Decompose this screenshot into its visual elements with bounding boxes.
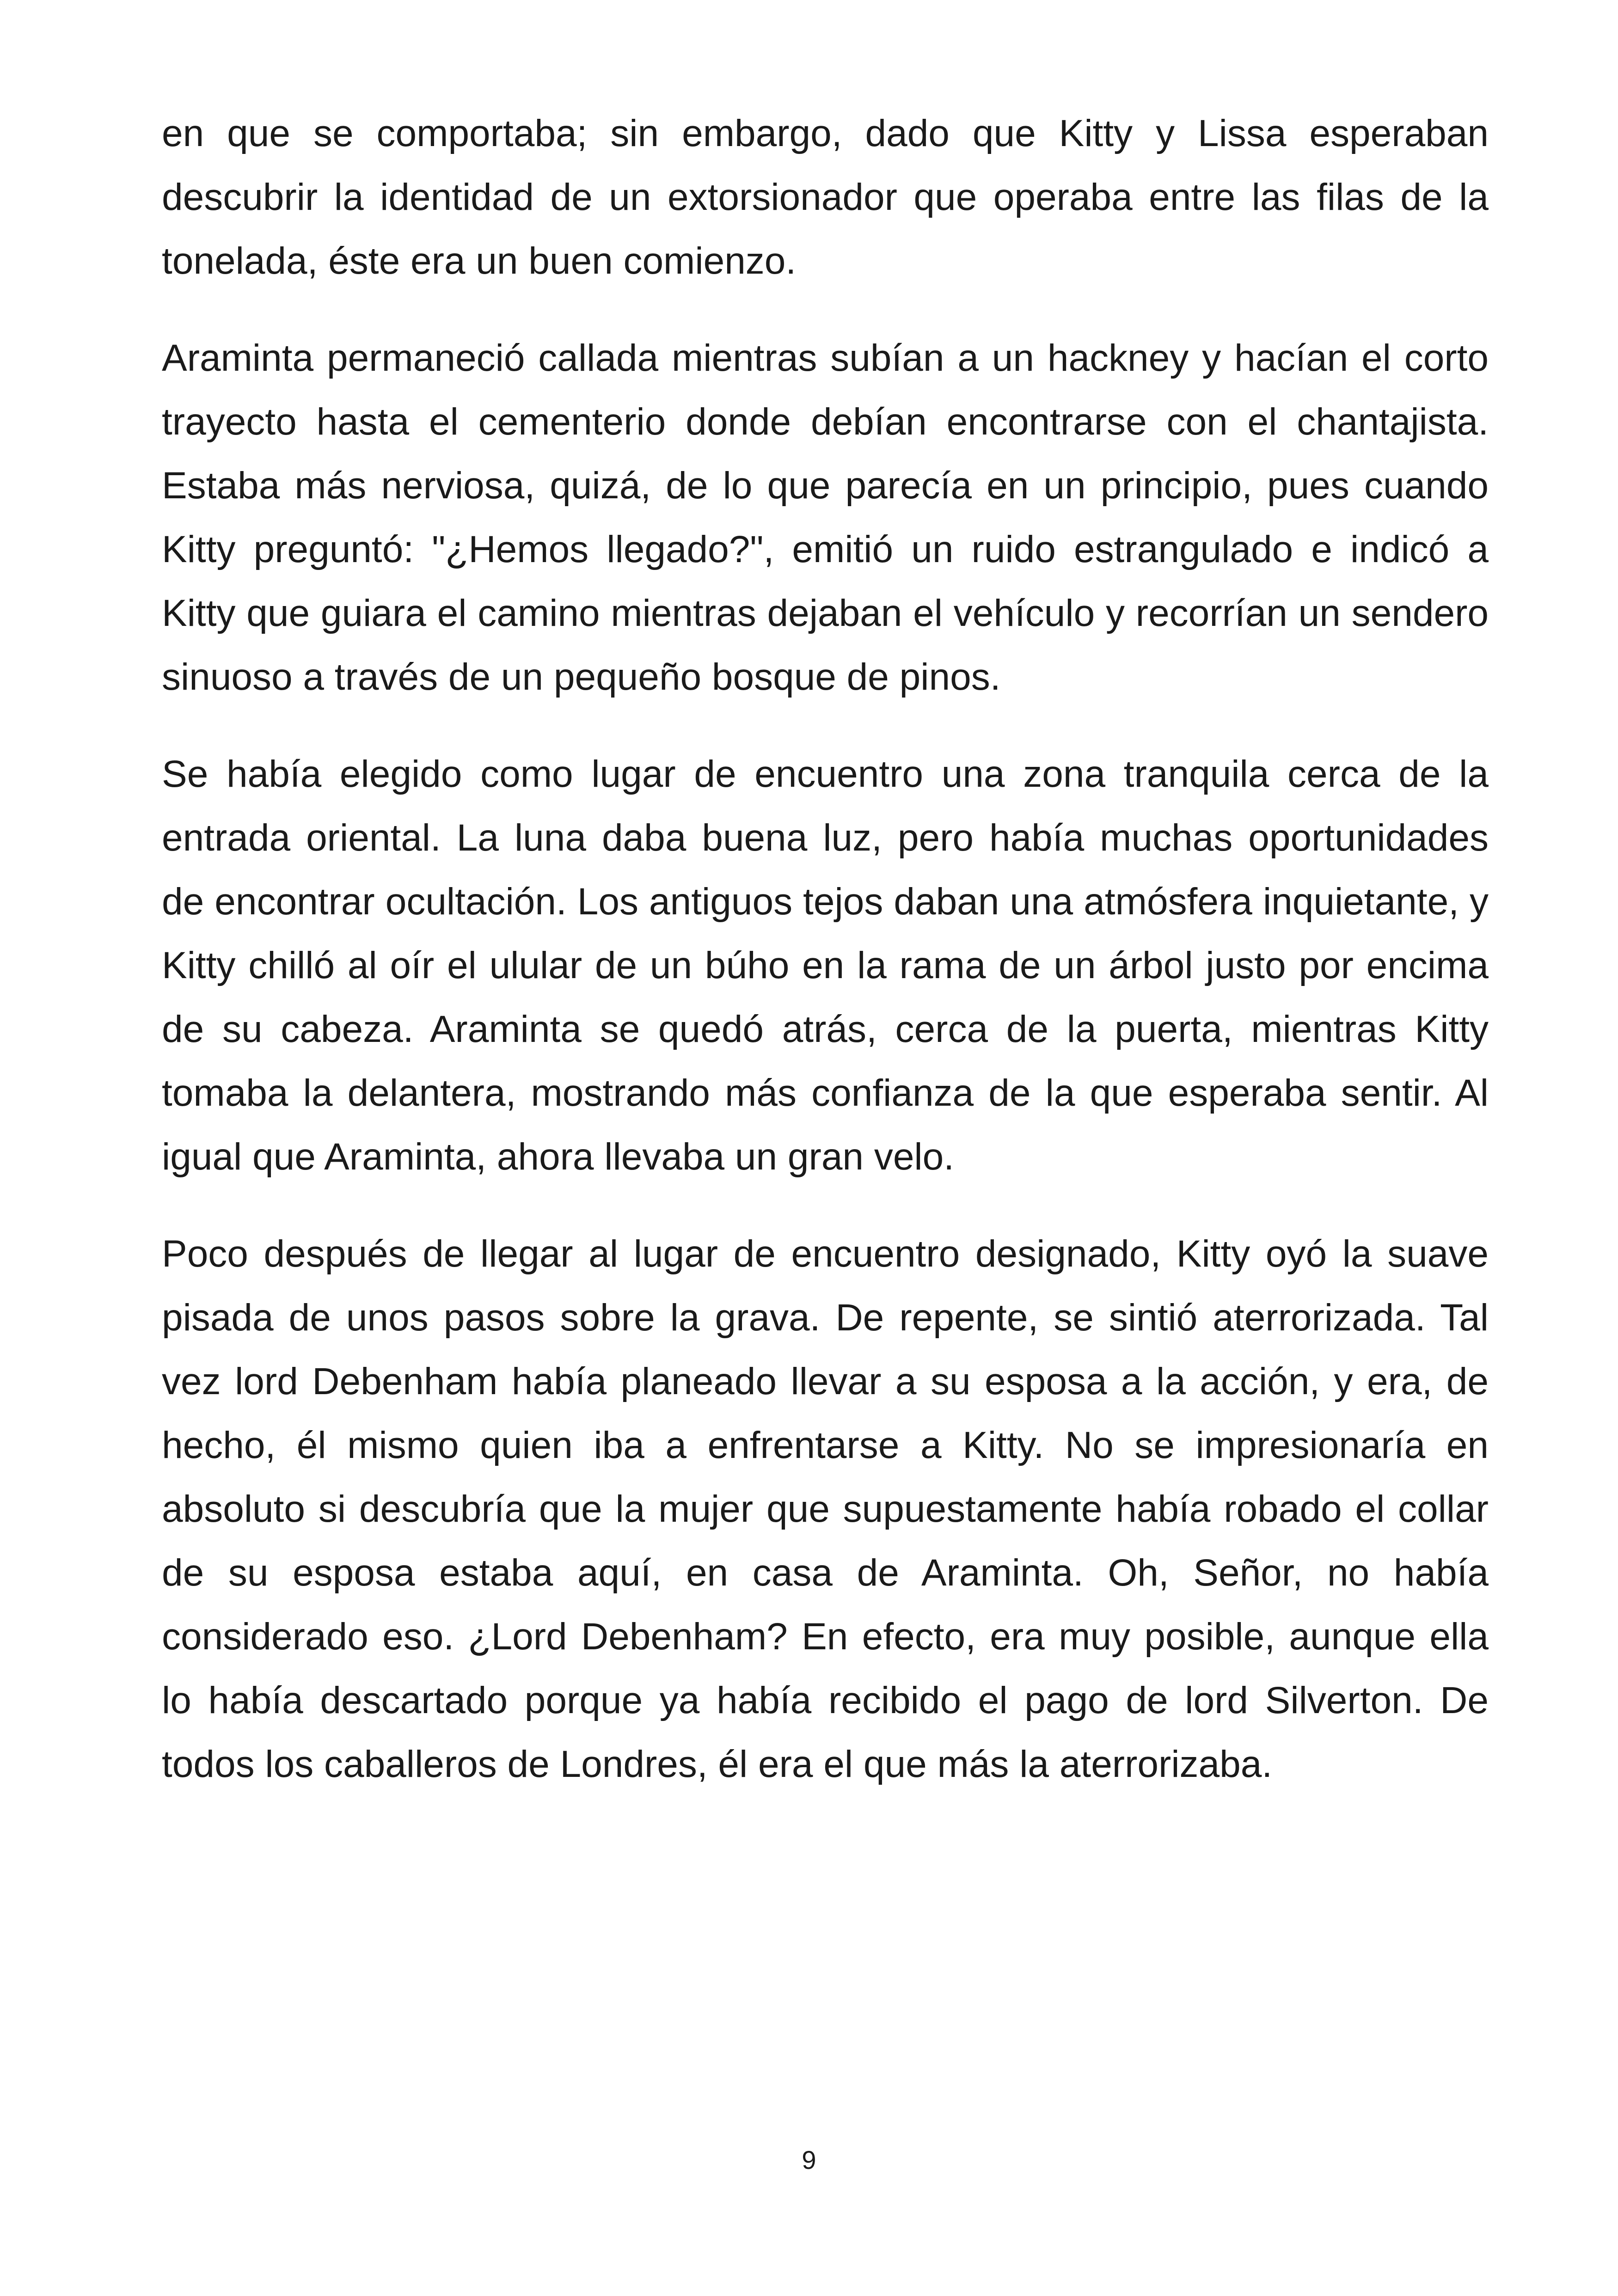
paragraph-1: en que se comportaba; sin embargo, dado que Kitty y Lissa esperaban descubrir la identidad de un extorsionador que operaba entre las filas de la tonelada, éste era un buen comienzo. [162, 112, 1489, 282]
page-number: 9 [802, 2145, 816, 2174]
paragraph-4: Poco después de llegar al lugar de encuentro designado, Kitty oyó la suave pisada de unos pasos sobre la grava. De repente, se sintió aterrorizada. Tal vez lord Debenham había planeado llevar a su esposa a la acción, y era, de hecho, él mismo quien iba a enfrentarse a Kitty. No se impresionaría en absoluto si descubría que la mujer que supuestamente había robado el collar de su esposa estaba aquí, en casa de Araminta. Oh, Señor, no había considerado eso. ¿Lord Debenham? En efecto, era muy posible, aunque ella lo había descartado porque ya había recibido el pago de lord Silverton. De todos los caballeros de Londres, él era el que más la aterrorizaba. [162, 1233, 1489, 1785]
body-text [162, 102, 1489, 1830]
paragraph-2: Araminta permaneció callada mientras subían a un hackney y hacían el corto trayecto hasta el cementerio donde debían encontrarse con el chantajista. Estaba más nerviosa, quizá, de lo que parecía en un principio, pues cuando Kitty preguntó: "¿Hemos llegado?", emitió un ruido estrangulado e indicó a Kitty que guiara el camino mientras dejaban el vehículo y recorrían un sendero sinuoso a través de un pequeño bosque de pinos. [162, 337, 1489, 698]
paragraph-3: Se había elegido como lugar de encuentro una zona tranquila cerca de la entrada oriental. La luna daba buena luz, pero había muchas oportunidades de encontrar ocultación. Los antiguos tejos daban una atmósfera inquietante, y Kitty chilló al oír el ulular de un búho en la rama de un árbol justo por encima de su cabeza. Araminta se quedó atrás, cerca de la puerta, mientras Kitty tomaba la delantera, mostrando más confianza de la que esperaba sentir. Al igual que Araminta, ahora llevaba un gran velo. [162, 753, 1489, 1178]
